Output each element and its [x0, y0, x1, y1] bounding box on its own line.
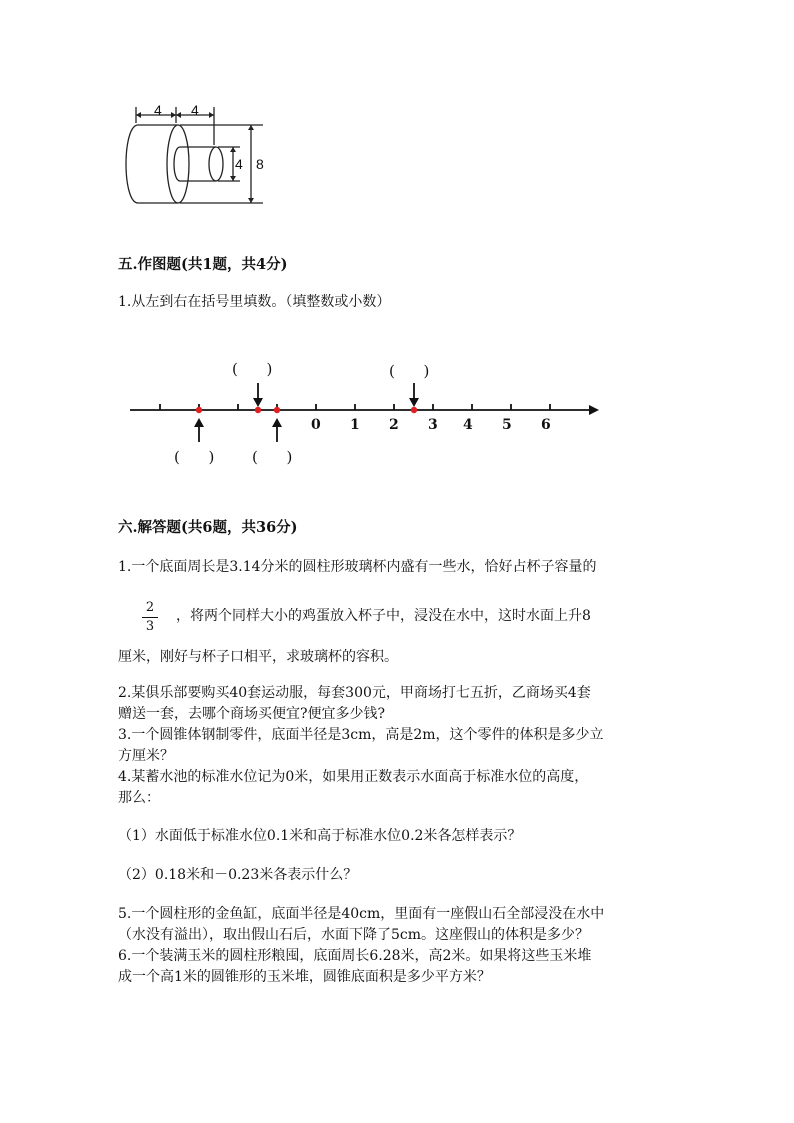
- fraction-denominator: 3: [145, 619, 155, 634]
- point-c: [274, 407, 280, 413]
- question-4-sub-1: （1）水面低于标准水位0.1米和高于标准水位0.2米各怎样表示？: [118, 828, 522, 844]
- question-1-line-1: 1.一个底面周长是3.14分米的圆柱形玻璃杯内盛有一些水，恰好占杯子容量的: [118, 559, 597, 575]
- question-2-line-1: 2.某俱乐部要购买40套运动服，每套300元，甲商场打七五折，乙商场买4套: [118, 685, 591, 701]
- tick-label-6: 6: [541, 417, 551, 433]
- question-2-line-2: 赠送一套，去哪个商场买便宜?便宜多少钱?: [118, 706, 386, 722]
- dim-label-top-left: 4: [154, 102, 162, 118]
- fraction-numerator: 2: [145, 600, 155, 615]
- question-3-line-1: 3.一个圆锥体钢制零件，底面半径是3cm，高是2m，这个零件的体积是多少立: [118, 727, 604, 743]
- question-6-line-1: 6.一个装满玉米的圆柱形粮囤，底面周长6.28米，高2米。如果将这些玉米堆: [118, 948, 592, 964]
- outer-cylinder-face: [167, 125, 189, 203]
- point-d: [411, 407, 417, 413]
- tick-label-4: 4: [463, 417, 473, 433]
- point-b: [255, 407, 261, 413]
- question-6-line-2: 成一个高1米的圆锥形的玉米堆，圆锥底面积是多少平方米？: [118, 969, 491, 985]
- arrow-up-a: [193, 418, 205, 442]
- question-1-line-2: ，将两个同样大小的鸡蛋放入杯子中，浸没在水中，这时水面上升8: [176, 608, 591, 624]
- section-5-title: 五.作图题(共1题，共4分): [118, 256, 288, 273]
- dim-label-outer-height: 8: [256, 156, 264, 172]
- question-4-line-1: 4.某蓄水池的标准水位记为0米，如果用正数表示水面高于标准水位的高度，: [118, 769, 589, 785]
- tick-label-2: 2: [389, 417, 399, 433]
- arrow-down-d: [408, 383, 420, 407]
- tick-label-0: 0: [311, 417, 321, 433]
- question-5-line-2: （水没有溢出），取出假山石后，水面下降了5cm。这座假山的体积是多少？: [118, 927, 590, 943]
- blank-d[interactable]: ( ): [389, 362, 430, 380]
- outer-cylinder-left-arc: [126, 125, 138, 203]
- blank-c[interactable]: ( ): [252, 448, 293, 466]
- blank-b[interactable]: ( ): [232, 360, 273, 378]
- inner-cylinder-face: [209, 147, 223, 181]
- number-line-arrowhead: [589, 405, 599, 415]
- question-4-sub-2: （2）0.18米和－0.23米各表示什么？: [118, 867, 358, 883]
- question-3-line-2: 方厘米？: [118, 748, 174, 764]
- tick-label-1: 1: [350, 417, 360, 433]
- section-6-title: 六.解答题(共6题，共36分): [118, 519, 298, 536]
- section-5-question-1: 1.从左到右在括号里填数。（填整数或小数）: [118, 294, 391, 310]
- arrow-up-c: [271, 418, 283, 442]
- tick-label-5: 5: [502, 417, 512, 433]
- dim-label-inner-height: 4: [235, 156, 243, 172]
- fraction-bar: [142, 617, 158, 618]
- question-1-line-3: 厘米，刚好与杯子口相平，求玻璃杯的容积。: [118, 649, 398, 665]
- blank-a[interactable]: ( ): [174, 448, 215, 466]
- dim-label-top-right: 4: [191, 102, 199, 118]
- question-4-line-2: 那么：: [118, 790, 160, 806]
- point-a: [196, 407, 202, 413]
- tick-label-3: 3: [428, 417, 438, 433]
- arrow-down-b: [252, 383, 264, 407]
- question-5-line-1: 5.一个圆柱形的金鱼缸，底面半径是40cm，里面有一座假山石全部浸没在水中: [118, 906, 605, 922]
